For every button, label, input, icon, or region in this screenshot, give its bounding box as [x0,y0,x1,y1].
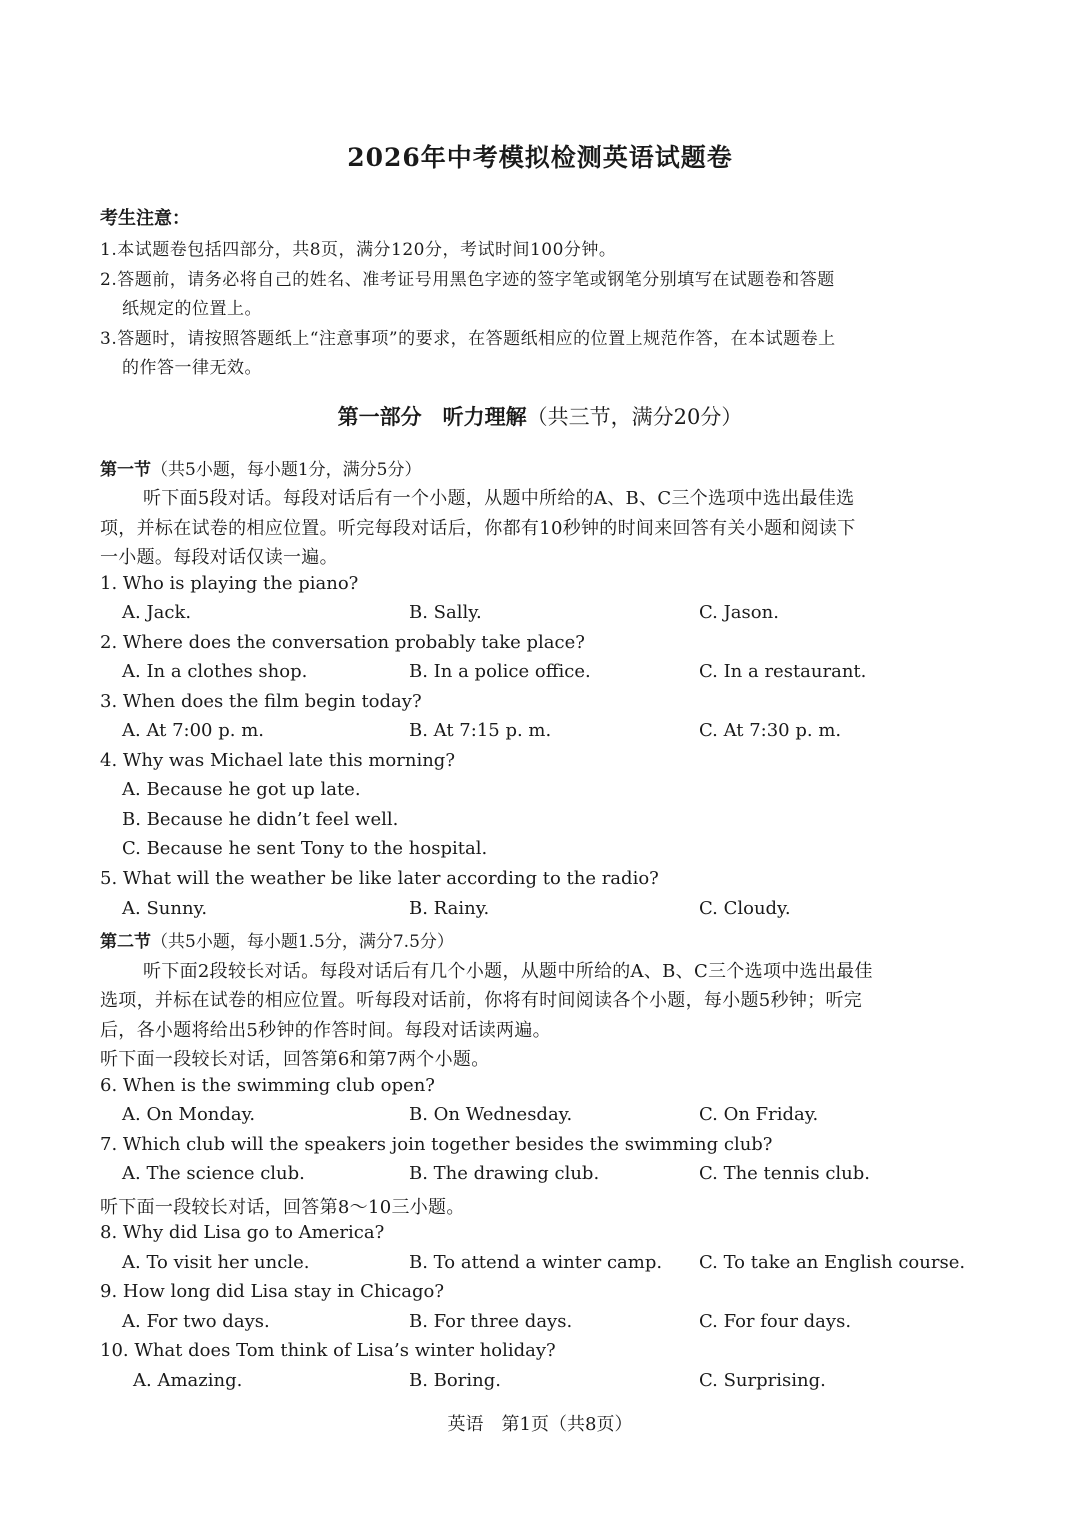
section-1-title-main: 第一节 [100,460,151,480]
question-7-stem: 7. Which club will the speakers join together besides the swimming club? [100,1134,773,1155]
question-6-stem: 6. When is the swimming club open? [100,1075,435,1096]
question-9-option-b: B. For three days. [409,1311,573,1332]
dialog-2-intro: 听下面一段较长对话，回答第8～10三小题。 [100,1197,465,1218]
part-1-title [0,401,1080,431]
part-1-title-main: 第一部分 听力理解 [337,404,527,429]
section-1-title [100,455,421,480]
question-7-option-b: B. The drawing club. [409,1163,600,1184]
question-2-stem: 2. Where does the conversation probably take place? [100,632,585,653]
question-10-stem: 10. What does Tom think of Lisa’s winter holiday? [100,1340,556,1361]
section-1-title-score: （共5小题，每小题1分，满分5分） [151,460,422,480]
section-1-instruction-2: 项，并标在试卷的相应位置。听完每段对话后，你都有10秒钟的时间来回答有关小题和阅读下 [100,518,856,539]
section-2-title-main: 第二节 [100,932,151,952]
question-8-option-a: A. To visit her uncle. [122,1252,310,1273]
notice-item-2-cont: 纸规定的位置上。 [122,299,262,319]
notice-item-3: 3.答题时，请按照答题纸上“注意事项”的要求，在答题纸相应的位置上规范作答，在本试题卷上 [100,329,836,349]
question-9-option-a: A. For two days. [122,1311,270,1332]
question-6-option-c: C. On Friday. [699,1104,819,1125]
section-1-instruction-1: 听下面5段对话。每段对话后有一个小题，从题中所给的A、B、C三个选项中选出最佳选 [143,488,855,509]
notice-item-2: 2.答题前，请务必将自己的姓名、准考证号用黑色字迹的签字笔或钢笔分别填写在试题卷和答题 [100,270,835,290]
question-6-option-b: B. On Wednesday. [409,1104,573,1125]
question-2-option-b: B. In a police office. [409,661,591,682]
question-3-stem: 3. When does the film begin today? [100,691,422,712]
question-7-option-c: C. The tennis club. [699,1163,871,1184]
question-3-option-b: B. At 7:15 p. m. [409,720,552,741]
part-1-title-score: （共三节，满分20分） [526,405,743,429]
question-2-option-c: C. In a restaurant. [699,661,867,682]
question-4-option-c: C. Because he sent Tony to the hospital. [122,838,488,859]
notice-heading: 考生注意： [100,208,190,229]
section-2-instruction-3: 后，各小题将给出5秒钟的作答时间。每段对话读两遍。 [100,1020,551,1041]
question-5-option-a: A. Sunny. [122,898,208,919]
question-4-option-b: B. Because he didn’t feel well. [122,809,399,830]
section-2-title [100,927,454,952]
question-4-option-a: A. Because he got up late. [122,779,361,800]
question-5-option-c: C. Cloudy. [699,898,791,919]
question-5-option-b: B. Rainy. [409,898,490,919]
page-title: 2026年中考模拟检测英语试题卷 [347,143,733,172]
question-5-stem: 5. What will the weather be like later according to the radio? [100,868,659,889]
question-3-option-a: A. At 7:00 p. m. [122,720,264,741]
question-1-option-c: C. Jason. [699,602,779,623]
section-2-instruction-2: 选项，并标在试卷的相应位置。听每段对话前，你将有时间阅读各个小题，每小题5秒钟；听完 [100,990,863,1011]
dialog-1-intro: 听下面一段较长对话，回答第6和第7两个小题。 [100,1049,490,1070]
question-8-option-c: C. To take an English course. [699,1252,966,1273]
question-1-option-a: A. Jack. [122,602,192,623]
question-9-stem: 9. How long did Lisa stay in Chicago? [100,1281,445,1302]
notice-item-3-cont: 的作答一律无效。 [122,358,262,378]
question-7-option-a: A. The science club. [122,1163,305,1184]
question-4-stem: 4. Why was Michael late this morning? [100,750,455,771]
page-footer: 英语 第1页（共8页） [447,1414,633,1435]
question-1-stem: 1. Who is playing the piano? [100,573,359,594]
notice-item-1: 1.本试题卷包括四部分，共8页，满分120分，考试时间100分钟。 [100,240,617,260]
question-10-option-c: C. Surprising. [699,1370,826,1391]
question-10-option-a: A. Amazing. [133,1370,243,1391]
question-2-option-a: A. In a clothes shop. [122,661,308,682]
question-10-option-b: B. Boring. [409,1370,501,1391]
section-1-instruction-3: 一小题。每段对话仅读一遍。 [100,547,338,568]
question-6-option-a: A. On Monday. [122,1104,256,1125]
section-2-instruction-1: 听下面2段较长对话。每段对话后有几个小题，从题中所给的A、B、C三个选项中选出最佳 [143,961,873,982]
question-8-option-b: B. To attend a winter camp. [409,1252,663,1273]
question-3-option-c: C. At 7:30 p. m. [699,720,842,741]
question-8-stem: 8. Why did Lisa go to America? [100,1222,385,1243]
question-9-option-c: C. For four days. [699,1311,852,1332]
section-2-title-score: （共5小题，每小题1.5分，满分7.5分） [151,932,454,952]
question-1-option-b: B. Sally. [409,602,482,623]
